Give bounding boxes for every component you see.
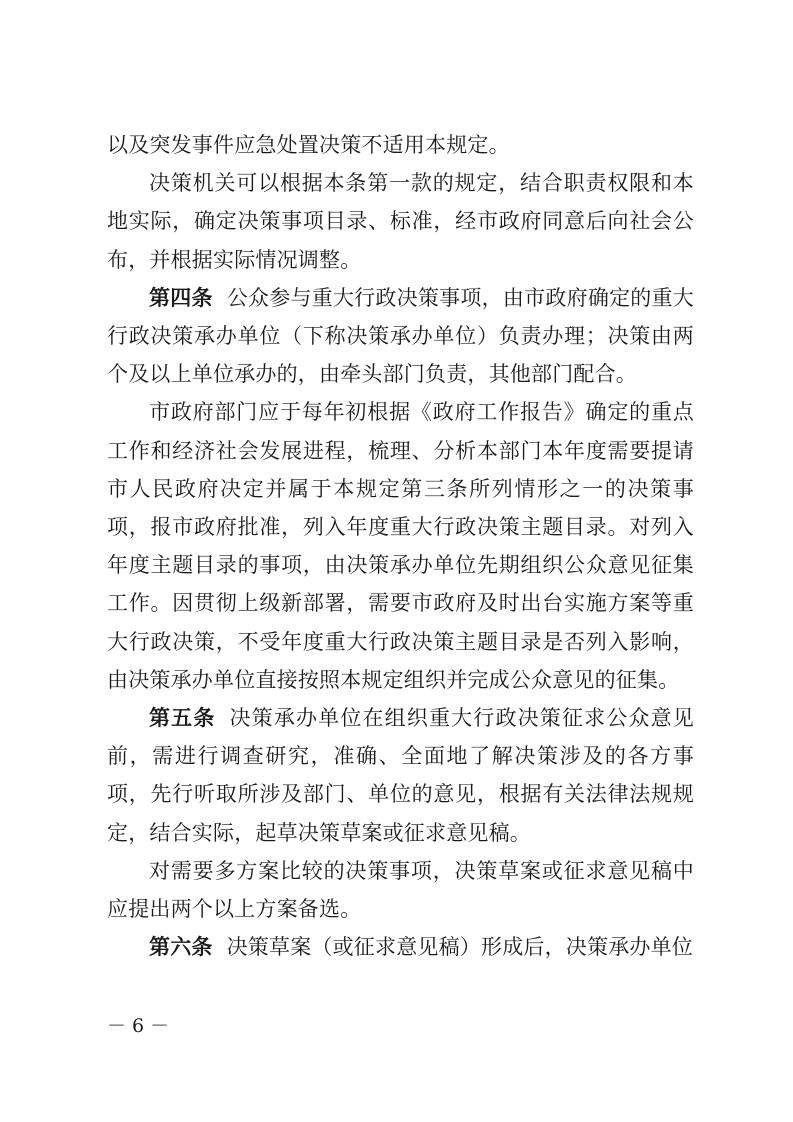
article-heading: 第五条 [149,706,216,731]
paragraph-4 [107,393,694,699]
article-4 [107,279,694,394]
paragraph-text: 公众参与重大行政决策事项，由市政府确定的重大行政决策承办单位（下称决策承办单位）负责办理；决策由两个及以上单位承办的，由牵头部门负责，其他部门配合。 [107,285,694,387]
document-body [107,126,694,966]
article-5 [107,699,694,852]
paragraph-6 [107,852,694,928]
paragraph-text: 决策草案（或征求意见稿）形成后，决策承办单位 [226,935,694,960]
paragraph-text: 以及突发事件应急处置决策不适用本规定。 [107,133,510,157]
article-heading: 第四条 [149,285,213,310]
paragraph-1 [107,126,694,164]
paragraph-2 [107,164,694,279]
page-number: － 6 － [107,1015,170,1037]
article-heading: 第六条 [149,935,213,960]
paragraph-text: 决策承办单位在组织重大行政决策征求公众意见前，需进行调查研究，准确、全面地了解决策涉及的各方事项，先行听取所涉及部门、单位的意见，根据有关法律法规规定，结合实际，起草决策草案或征求意见稿。 [107,706,694,845]
paragraph-text: 市政府部门应于每年初根据《政府工作报告》确定的重点工作和经济社会发展进程，梳理、分析本部门本年度需要提请市人民政府决定并属于本规定第三条所列情形之一的决策事项，报市政府批准，列入年度重大行政决策主题目录。对列入年度主题目录的事项，由决策承办单位先期组织公众意见征集工作。因贯彻上级新部署，需要市政府及时出台实施方案等重大行政决策，不受年度重大行政决策主题目录是否列入影响，由决策承办单位直接按照本规定组织并完成公众意见的征集。 [107,400,694,692]
paragraph-text: 决策机关可以根据本条第一款的规定，结合职责权限和本地实际，确定决策事项目录、标准，经市政府同意后向社会公布，并根据实际情况调整。 [107,171,694,272]
paragraph-text: 对需要多方案比较的决策事项，决策草案或征求意见稿中应提出两个以上方案备选。 [107,858,694,922]
article-6 [107,928,694,966]
